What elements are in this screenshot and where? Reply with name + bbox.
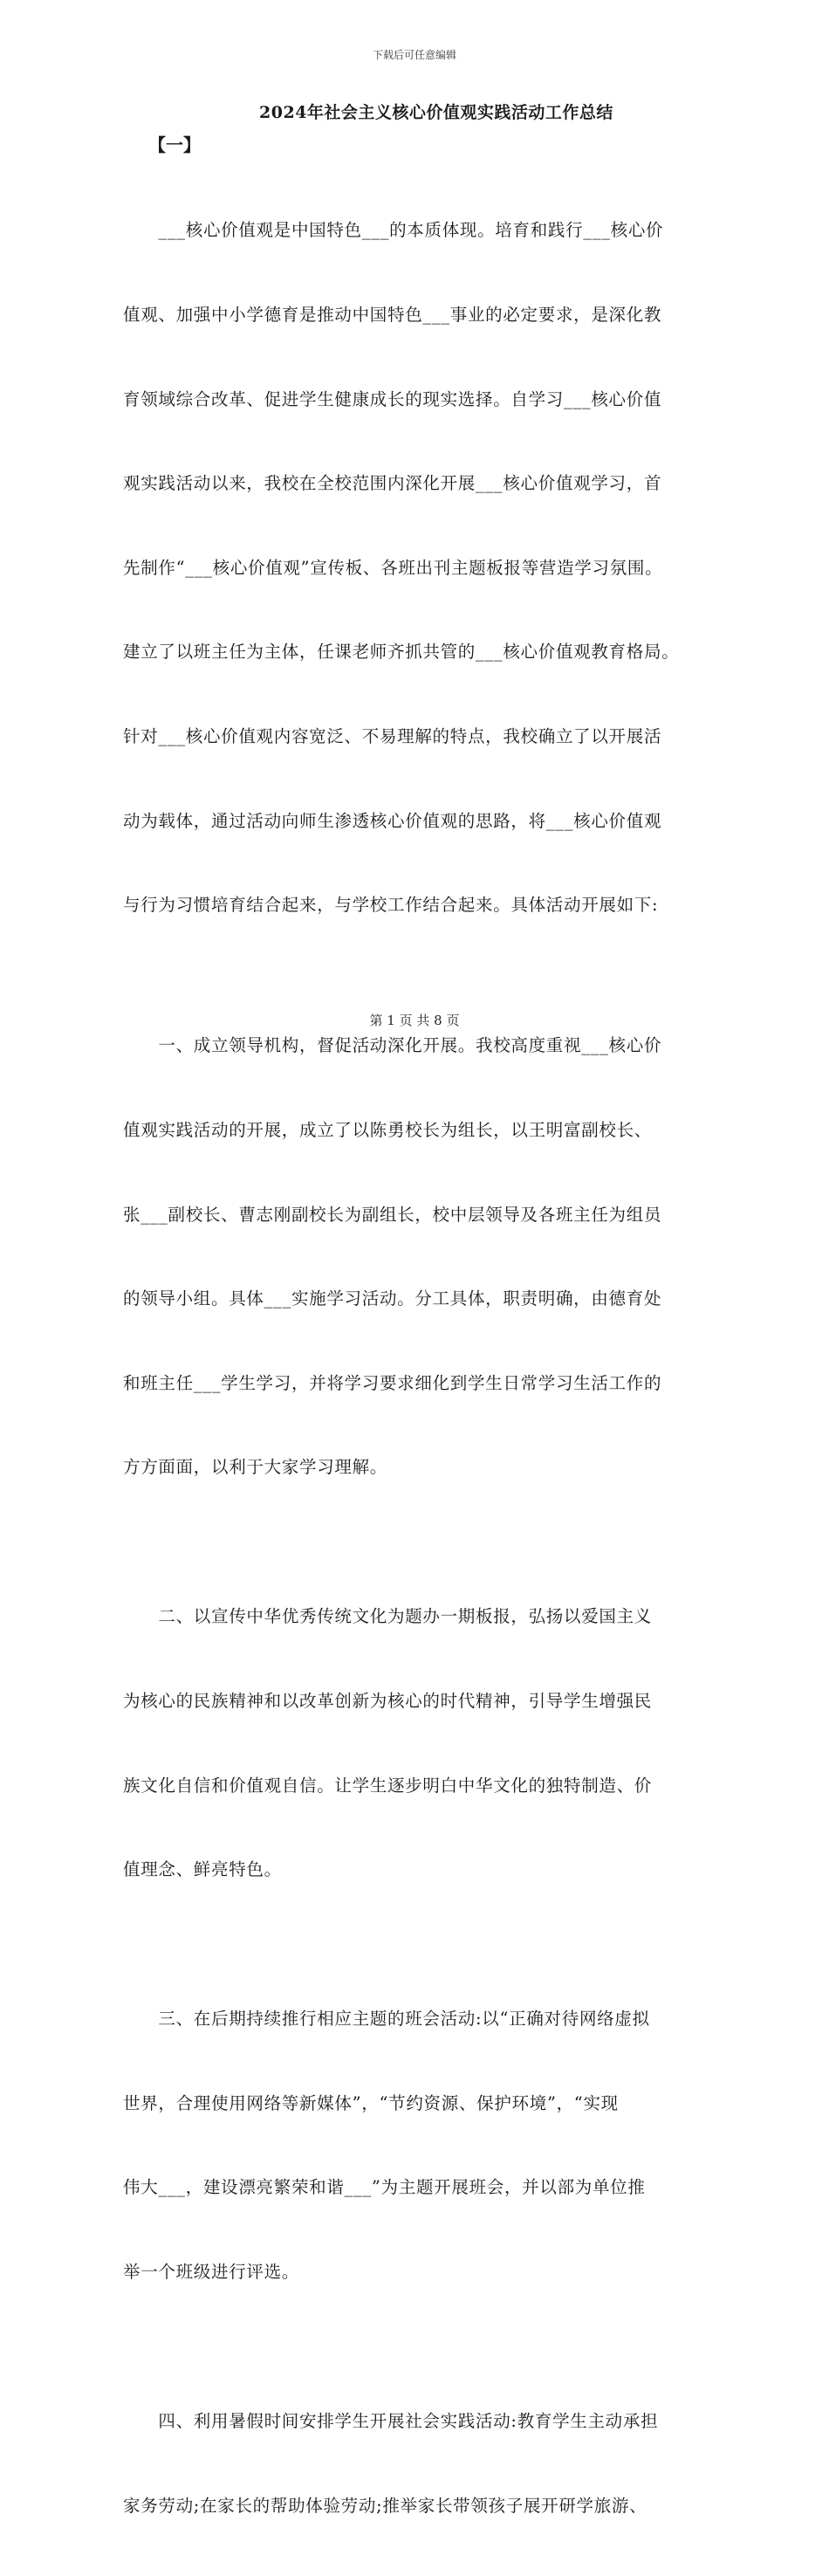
header-note: 下载后可任意编辑 [372,49,456,61]
text-line: 动为载体，通过活动向师生渗透核心价值观的思路，将___核心价值观 [123,810,662,831]
text-line: 建立了以班主任为主体，任课老师齐抓共管的___核心价值观教育格局。 [123,642,680,663]
section-label: 【一】 [148,134,201,155]
text-line: ___核心价值观是中国特色___的本质体现。培育和践行___核心价 [123,220,664,241]
text-line: 值理念、鲜亮特色。 [123,1859,282,1880]
page-footer: 第 1 页 共 8 页 [369,1013,460,1028]
text-line: 世界，合理使用网络等新媒体”，“节约资源、保护环境”，“实现 [123,2092,619,2113]
text-line: 四、利用暑假时间安排学生开展社会实践活动:教育学生主动承担 [123,2411,659,2432]
text-line: 值观、加强中小学德育是推动中国特色___事业的必定要求，是深化教 [123,305,662,326]
paragraph-item-3 [123,1949,716,2343]
paragraph-item-4 [123,2352,716,2576]
text-line: 针对___核心价值观内容宽泛、不易理解的特点，我校确立了以开展活 [123,726,662,747]
text-line: 家务劳动;在家长的帮助体验劳动;推举家长带领孩子展开研学旅游、 [123,2495,647,2516]
text-line: 的领导小组。具体___实施学习活动。分工具体，职责明确，由德育处 [123,1288,662,1309]
text-line: 值观实践活动的开展，成立了以陈勇校长为组长，以王明富副校长、 [123,1119,653,1140]
text-line: 二、以宣传中华优秀传统文化为题办一期板报，弘扬以爱国主义 [123,1606,653,1627]
text-line: 观实践活动以来，我校在全校范围内深化开展___核心价值观学习，首 [123,473,662,494]
text-line: 先制作“___核心价值观”宣传板、各班出刊主题板报等营造学习氛围。 [123,557,663,578]
text-line: 与行为习惯培育结合起来，与学校工作结合起来。具体活动开展如下: [123,895,659,916]
text-line: 伟大___，建设漂亮繁荣和谐___”为主题开展班会，并以部为单位推 [123,2177,646,2198]
text-line: 张___副校长、曹志刚副校长为副组长，校中层领导及各班主任为组员 [123,1204,662,1225]
text-line: 一、成立领导机构，督促活动深化开展。我校高度重视___核心价 [123,1035,662,1056]
text-line: 三、在后期持续推行相应主题的班会活动:以“正确对待网络虚拟 [123,2009,650,2030]
text-line: 育领域综合改革、促进学生健康成长的现实选择。自学习___核心价值 [123,388,662,409]
text-line: 方方面面，以利于大家学习理解。 [123,1457,388,1478]
text-line: 为核心的民族精神和以改革创新为核心的时代精神，引导学生增强民 [123,1690,653,1711]
document-title: 2024年社会主义核心价值观实践活动工作总结 [259,103,613,122]
paragraph-item-2 [123,1547,716,1941]
text-line: 和班主任___学生学习，并将学习要求细化到学生日常学习生活工作的 [123,1372,662,1393]
text-line: 举一个班级进行评选。 [123,2262,300,2283]
text-line: 族文化自信和价值观自信。让学生逐步明白中华文化的独特制造、价 [123,1775,653,1796]
document-body [123,161,716,2576]
paragraph-item-1 [123,976,716,1538]
paragraph-intro [123,161,716,976]
